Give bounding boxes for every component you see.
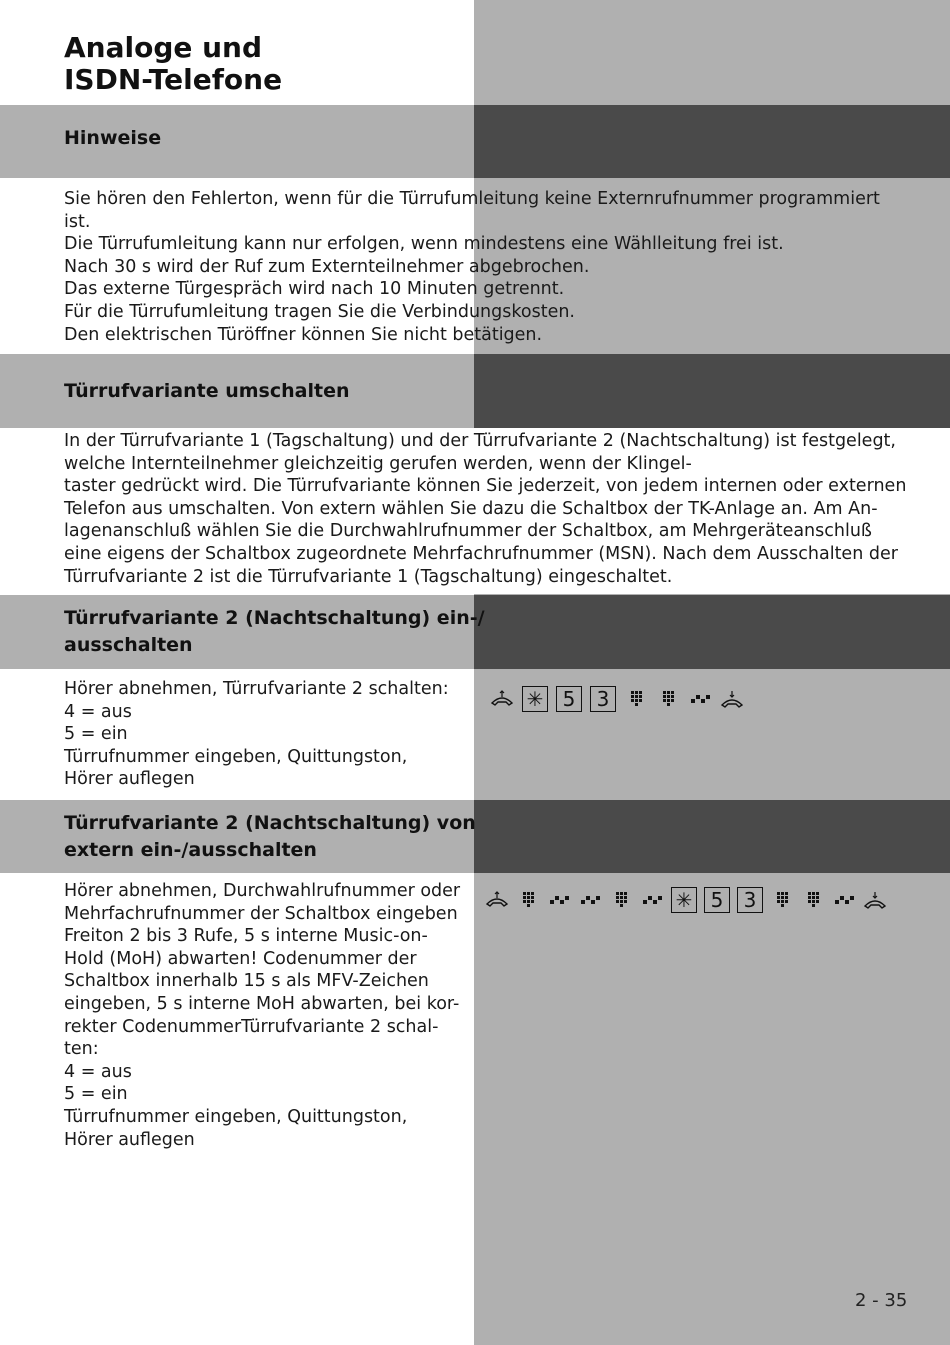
keypad-icon	[624, 689, 648, 709]
handset-off-hook-icon	[490, 689, 514, 709]
page-title: Analoge und ISDN-Telefone	[64, 31, 283, 96]
tone-icon	[688, 689, 712, 709]
keypad-icon	[609, 890, 633, 910]
tone-icon	[832, 890, 856, 910]
section-band-extern	[0, 800, 950, 873]
star-key: ✳	[522, 686, 548, 712]
keypad-icon	[516, 890, 540, 910]
intern-text: Hörer abnehmen, Türrufvariante 2 schalten: 4 = aus 5 = ein Türrufnummer eingeben, Quittungston, Hörer auflegen	[64, 679, 449, 790]
section-band-intern	[0, 595, 950, 669]
section-heading: Türrufvariante umschalten	[64, 380, 350, 402]
digit-key: 3	[590, 686, 616, 712]
handset-on-hook-icon	[720, 689, 744, 709]
keypad-icon	[801, 890, 825, 910]
section-band-hinweise	[0, 105, 950, 178]
keypad-icon	[770, 890, 794, 910]
section-heading: Türrufvariante 2 (Nachtschaltung) ein-/ ausschalten	[64, 607, 485, 656]
extern-key-sequence	[485, 887, 887, 913]
section-heading: Türrufvariante 2 (Nachtschaltung) von extern ein-/ausschalten	[64, 812, 476, 861]
handset-on-hook-icon	[863, 890, 887, 910]
page-number: 2 - 35	[855, 1290, 908, 1311]
tone-icon	[547, 890, 571, 910]
tone-icon	[640, 890, 664, 910]
extern-text: Hörer abnehmen, Durchwahlrufnummer oder Mehrfachrufnummer der Schaltbox eingeben Freiton 2 bis 3 Rufe, 5 s interne Music-on- Hold (MoH) abwarten! Codenummer der Schaltbox innerhalb 15 s als MFV-Zeichen eingeben, 5 s interne MoH abwarten, bei kor- rekter CodenummerTürrufvariante 2 schal- ten: 4 = aus 5 = ein Türrufnummer eingeben, Quittungston, Hörer auflegen	[64, 881, 461, 1150]
handset-off-hook-icon	[485, 890, 509, 910]
hinweise-text: Sie hören den Fehlerton, wenn für die Türrufumleitung keine Externrufnummer programmiert ist. Die Türrufumleitung kann nur erfolgen, wenn mindestens eine Wählleitung frei ist. Nach 30 s wird der Ruf zum Externteilnehmer abgebrochen. Das externe Türgespräch wird nach 10 Minuten getrennt. Für die Türrufumleitung tragen Sie die Verbindungskosten. Den elektrischen Türöffner können Sie nicht betätigen.	[64, 189, 880, 345]
digit-key: 5	[704, 887, 730, 913]
intern-key-sequence	[490, 686, 744, 712]
umschalten-text-overlay: In der Türrufvariante 1 (Tagschaltung) und der Türrufvariante 2 (Nachtschaltung) ist festgelegt, welche Internteilnehmer gleichzeitig gerufen werden, wenn der Klingel- taster gedrückt wird. Die Türrufvariante können Sie jederzeit, von jedem internen oder externen Telefon aus umschalten. Von extern wählen Sie dazu die Schaltbox der TK-Anlage an. Am An- lagenanschluß wählen Sie die Durchwahlrufnummer der Schaltbox, am Mehrgeräteanschluß eine eigens der Schaltbox zugeordnete Mehrfachrufnummer (MSN). Nach dem Ausschalten der Türrufvariante 2 ist die Türrufvariante 1 (Tagschaltung) eingeschaltet.	[64, 431, 907, 587]
star-key: ✳	[671, 887, 697, 913]
section-band-umschalten	[0, 354, 950, 428]
tone-icon	[578, 890, 602, 910]
keypad-icon	[656, 689, 680, 709]
digit-key: 3	[737, 887, 763, 913]
section-heading: Hinweise	[64, 127, 162, 149]
digit-key: 5	[556, 686, 582, 712]
